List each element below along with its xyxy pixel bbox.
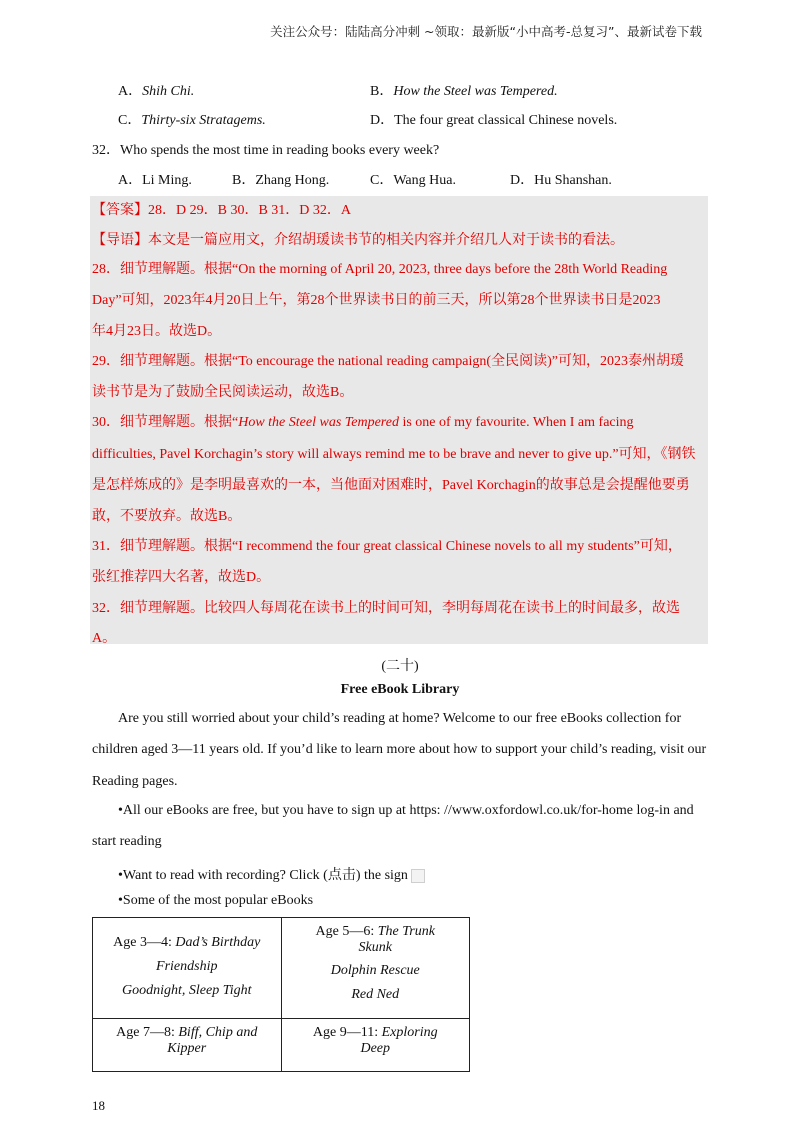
question-32: 32．Who spends the most time in reading books every week? [92, 143, 440, 158]
option-32-d: D．Hu Shanshan. [510, 173, 612, 188]
explanation-28-line: Day”可知，2023年4月20日上午，第28个世界读书日的前三天，所以第28个世界读书日是2023 [92, 293, 661, 308]
passage-line: Are you still worried about your child’s reading at home? Welcome to our free eBooks collection for [118, 711, 682, 726]
age-label: Age 7—8: [116, 1025, 175, 1040]
answer-key: 【答案】28．D 29．B 30．B 31．D 32．A [92, 203, 352, 218]
option-letter: A． [118, 84, 143, 99]
table-cell-age-5-6 [281, 918, 470, 1019]
page-number: 18 [92, 1098, 105, 1113]
explanation-30-line: difficulties, Pavel Korchagin’s story will always remind me to be brave and never to give up.”可知，《钢铁 [92, 447, 696, 462]
option-31-d [370, 109, 617, 129]
option-letter: D． [370, 113, 395, 128]
table-cell-line [282, 924, 470, 940]
book-title: Red Ned [351, 987, 400, 1002]
option-letter: B． [370, 84, 394, 99]
explanation-30-suffix: is one of my favourite. When I am facing [398, 415, 634, 430]
passage-line: children aged 3—11 years old. If you’d like to learn more about how to support your child’s reading, visit our [92, 742, 707, 757]
bullet-line: start reading [92, 834, 162, 849]
bullet-line: •All our eBooks are free, but you have to sign up at https: //www.oxfordowl.co.uk/for-home log-in and [118, 803, 694, 818]
book-title: How the Steel was Tempered [238, 415, 399, 430]
option-32-b: B．Zhang Hong. [232, 173, 330, 188]
age-label: Age 9—11: [312, 1025, 379, 1040]
table-cell-line [93, 1025, 281, 1041]
table-cell-line [282, 940, 470, 956]
table-cell-line [93, 982, 281, 1000]
ebooks-table [92, 917, 470, 1072]
table-cell-line [93, 1041, 281, 1057]
book-title: Friendship [156, 959, 218, 974]
bullet-line: •Some of the most popular eBooks [118, 893, 314, 908]
explanation-29-line: 29．细节理解题。根据“To encourage the national reading campaign(全民阅读)”可知，2023泰州胡瑗 [92, 354, 684, 369]
table-cell-line [282, 962, 470, 980]
explanation-30-prefix: 30．细节理解题。根据“ [92, 415, 239, 430]
explanation-28-line: 年4月23日。故选D。 [92, 324, 222, 339]
option-text: How the Steel was Tempered. [393, 84, 558, 99]
explanation-30-line: 敢，不要放弃。故选B。 [92, 509, 242, 524]
book-title: Skunk [358, 940, 392, 955]
table-cell-line [282, 1041, 470, 1057]
explanation-32-line: A。 [92, 631, 117, 646]
option-text: Shih Chi. [142, 84, 195, 99]
option-letter: C． [118, 113, 142, 128]
option-text: Thirty-six Stratagems. [141, 113, 266, 128]
explanation-30-line: 是怎样炼成的》是李明最喜欢的一本，当他面对困难时，Pavel Korchagin的故事总是会提醒他要勇 [92, 478, 690, 493]
table-cell-age-9-11 [281, 1019, 470, 1072]
explanation-31-line: 张红推荐四大名著，故选D。 [92, 570, 271, 585]
passage-title: Free eBook Library [340, 682, 460, 697]
book-title: Kipper [167, 1041, 207, 1056]
table-cell-line [93, 958, 281, 976]
table-cell-line [93, 934, 281, 952]
explanation-31-line: 31．细节理解题。根据“I recommend the four great classical Chinese novels to all my students”可知， [92, 539, 682, 554]
option-31-a [118, 80, 194, 100]
table-cell-age-3-4 [93, 918, 282, 1019]
table-cell-age-7-8 [93, 1019, 282, 1072]
option-31-c [118, 109, 266, 129]
book-title: Dad’s Birthday [175, 935, 261, 950]
passage-line: Reading pages. [92, 774, 178, 789]
explanation-30-line [92, 411, 634, 431]
book-title: The Trunk [377, 924, 435, 939]
bullet-text: •Want to read with recording? Click (点击) the sign [118, 868, 408, 883]
age-label: Age 3—4: [113, 935, 172, 950]
book-title: Deep [360, 1041, 391, 1056]
book-title: Exploring [381, 1025, 438, 1040]
book-title: Biff, Chip and [178, 1025, 258, 1040]
age-label: Age 5—6: [315, 924, 375, 939]
book-title: Dolphin Rescue [330, 963, 420, 978]
table-cell-line [282, 1025, 470, 1041]
page-header: 关注公众号：陆陆高分冲刺 ~领取：最新版“小中高考-总复习”、最新试卷下载 [270, 24, 702, 39]
option-31-b [370, 80, 558, 100]
bullet-line [118, 864, 425, 884]
guide-text: 【导语】本文是一篇应用文，介绍胡瑗读书节的相关内容并介绍几人对于读书的看法。 [92, 233, 624, 248]
option-text: The four great classical Chinese novels. [394, 113, 618, 128]
book-title: Goodnight, Sleep Tight [122, 983, 252, 998]
option-32-a: A．Li Ming. [118, 173, 192, 188]
recording-sign-icon[interactable] [411, 869, 425, 883]
explanation-32-line: 32．细节理解题。比较四人每周花在读书上的时间可知，李明每周花在读书上的时间最多，故选 [92, 601, 680, 616]
explanation-28-line: 28．细节理解题。根据“On the morning of April 20, 2023, three days before the 28th World Reading [92, 262, 668, 277]
table-cell-line [282, 986, 470, 1004]
explanation-29-line: 读书节是为了鼓励全民阅读运动，故选B。 [92, 385, 354, 400]
section-number: (二十) [381, 659, 419, 674]
option-32-c: C．Wang Hua. [370, 173, 456, 188]
